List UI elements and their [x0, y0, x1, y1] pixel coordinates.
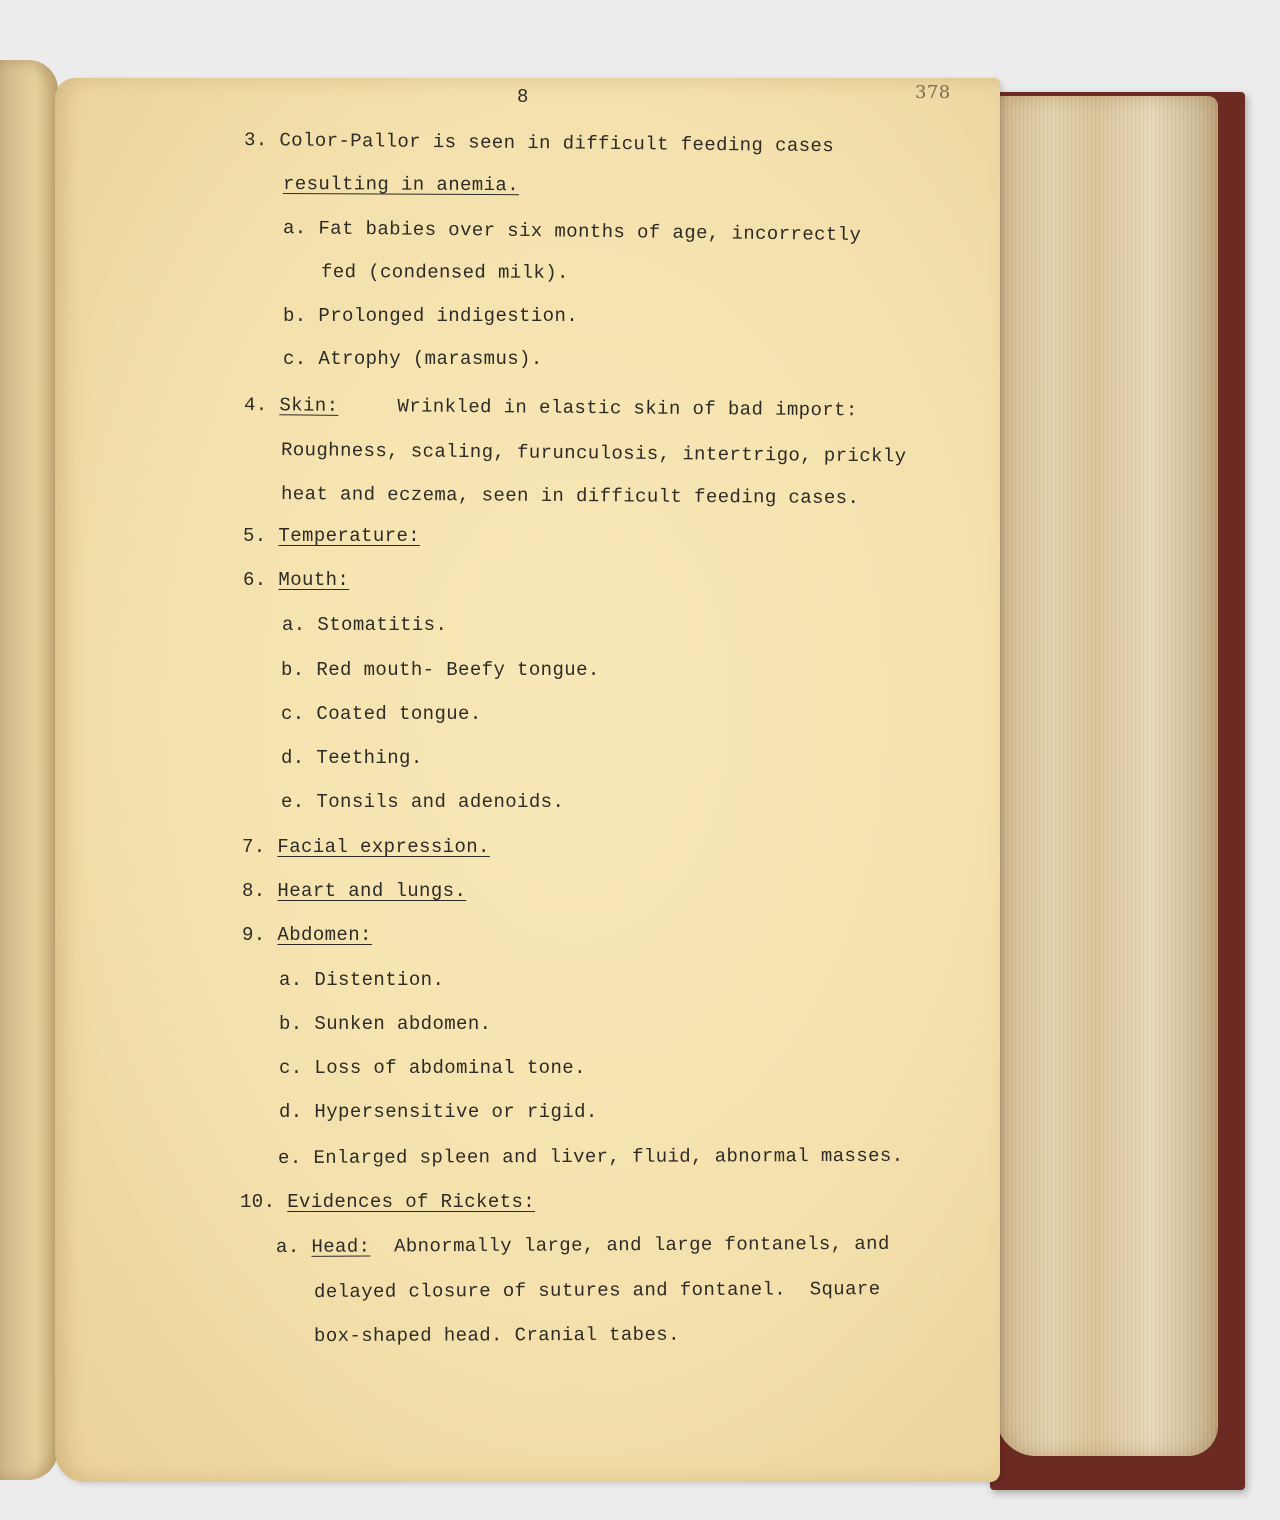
item-6c	[281, 702, 482, 726]
item-letter: a.	[282, 217, 307, 240]
item-4-line-2: Roughness, scaling, furunculosis, intertrigo, prickly	[280, 439, 907, 468]
item-9a	[279, 968, 444, 992]
archive-mark: 378	[915, 82, 951, 103]
item-9c	[279, 1056, 586, 1080]
item-text: Coated tongue.	[316, 703, 482, 725]
page-number: 8	[517, 86, 529, 108]
item-6d	[281, 746, 423, 770]
item-number: 3.	[243, 129, 268, 152]
item-letter: b.	[283, 305, 307, 327]
item-8	[242, 879, 466, 903]
item-10a	[276, 1232, 890, 1259]
item-text: Atrophy (marasmus).	[318, 348, 543, 370]
item-7	[242, 835, 490, 859]
item-4	[244, 393, 858, 422]
item-3c	[283, 347, 543, 371]
item-text: Fat babies over six months of age, incorrectly	[318, 217, 862, 247]
item-letter: a.	[275, 1235, 300, 1258]
item-number: 10.	[240, 1191, 276, 1213]
item-letter: c.	[281, 703, 305, 725]
item-6	[243, 568, 349, 592]
item-6a	[282, 613, 447, 637]
item-number: 4.	[243, 394, 268, 417]
item-number: 8.	[242, 880, 266, 902]
item-10	[240, 1190, 535, 1214]
item-number: 5.	[243, 525, 267, 547]
item-number: 7.	[242, 836, 266, 858]
item-text: Stomatitis.	[317, 614, 448, 636]
item-number: 9.	[242, 924, 266, 946]
item-text: Abnormally large, and large fontanels, and	[393, 1232, 890, 1258]
item-3-continuation: resulting in anemia.	[282, 173, 520, 197]
item-3	[244, 128, 834, 158]
item-9e	[278, 1144, 904, 1170]
item-number: 6.	[243, 569, 267, 591]
item-heading: Heart and lungs.	[277, 880, 467, 902]
item-letter: c.	[283, 348, 307, 370]
item-letter: a.	[279, 969, 303, 991]
item-9b	[279, 1012, 491, 1036]
item-text: Red mouth- Beefy tongue.	[316, 659, 600, 681]
item-3a	[283, 216, 862, 247]
item-heading: Mouth:	[278, 569, 350, 591]
item-5	[243, 524, 420, 548]
item-text: Wrinkled in elastic skin of bad import:	[397, 395, 858, 422]
item-text: Loss of abdominal tone.	[314, 1057, 586, 1079]
item-3b	[283, 304, 578, 328]
item-10a-line-2: delayed closure of sutures and fontanel. Square	[313, 1278, 881, 1303]
item-text: Teething.	[316, 747, 423, 769]
item-letter: e.	[277, 1146, 302, 1169]
item-heading: Evidences of Rickets:	[287, 1191, 536, 1213]
item-letter: b.	[279, 1013, 303, 1035]
item-heading: Temperature:	[278, 525, 421, 547]
item-letter: a.	[282, 614, 306, 636]
item-6b	[281, 658, 600, 682]
item-text: Distention.	[314, 969, 445, 991]
item-10a-line-3: box-shaped head. Cranial tabes.	[313, 1323, 680, 1347]
item-text: Enlarged spleen and liver, fluid, abnormal masses.	[313, 1144, 904, 1169]
item-letter: d.	[281, 747, 305, 769]
item-text: Hypersensitive or rigid.	[314, 1101, 598, 1123]
item-3a-continuation: fed (condensed milk).	[320, 261, 569, 284]
item-heading: Skin:	[279, 394, 339, 417]
item-9	[242, 923, 372, 947]
item-9d	[279, 1100, 598, 1124]
item-heading: Abdomen:	[277, 924, 372, 946]
item-text: Sunken abdomen.	[314, 1013, 492, 1035]
item-letter: b.	[281, 659, 305, 681]
item-4-line-3: heat and eczema, seen in difficult feeding cases.	[280, 483, 860, 510]
item-text: Tonsils and adenoids.	[316, 791, 565, 813]
item-text: Color-Pallor is seen in difficult feeding cases	[279, 129, 835, 158]
item-6e	[281, 790, 564, 814]
item-letter: d.	[279, 1101, 303, 1123]
item-letter: c.	[279, 1057, 303, 1079]
item-letter: e.	[281, 791, 305, 813]
item-text: Prolonged indigestion.	[318, 305, 579, 327]
item-heading: Facial expression.	[277, 836, 490, 858]
item-heading: Head:	[311, 1235, 371, 1258]
